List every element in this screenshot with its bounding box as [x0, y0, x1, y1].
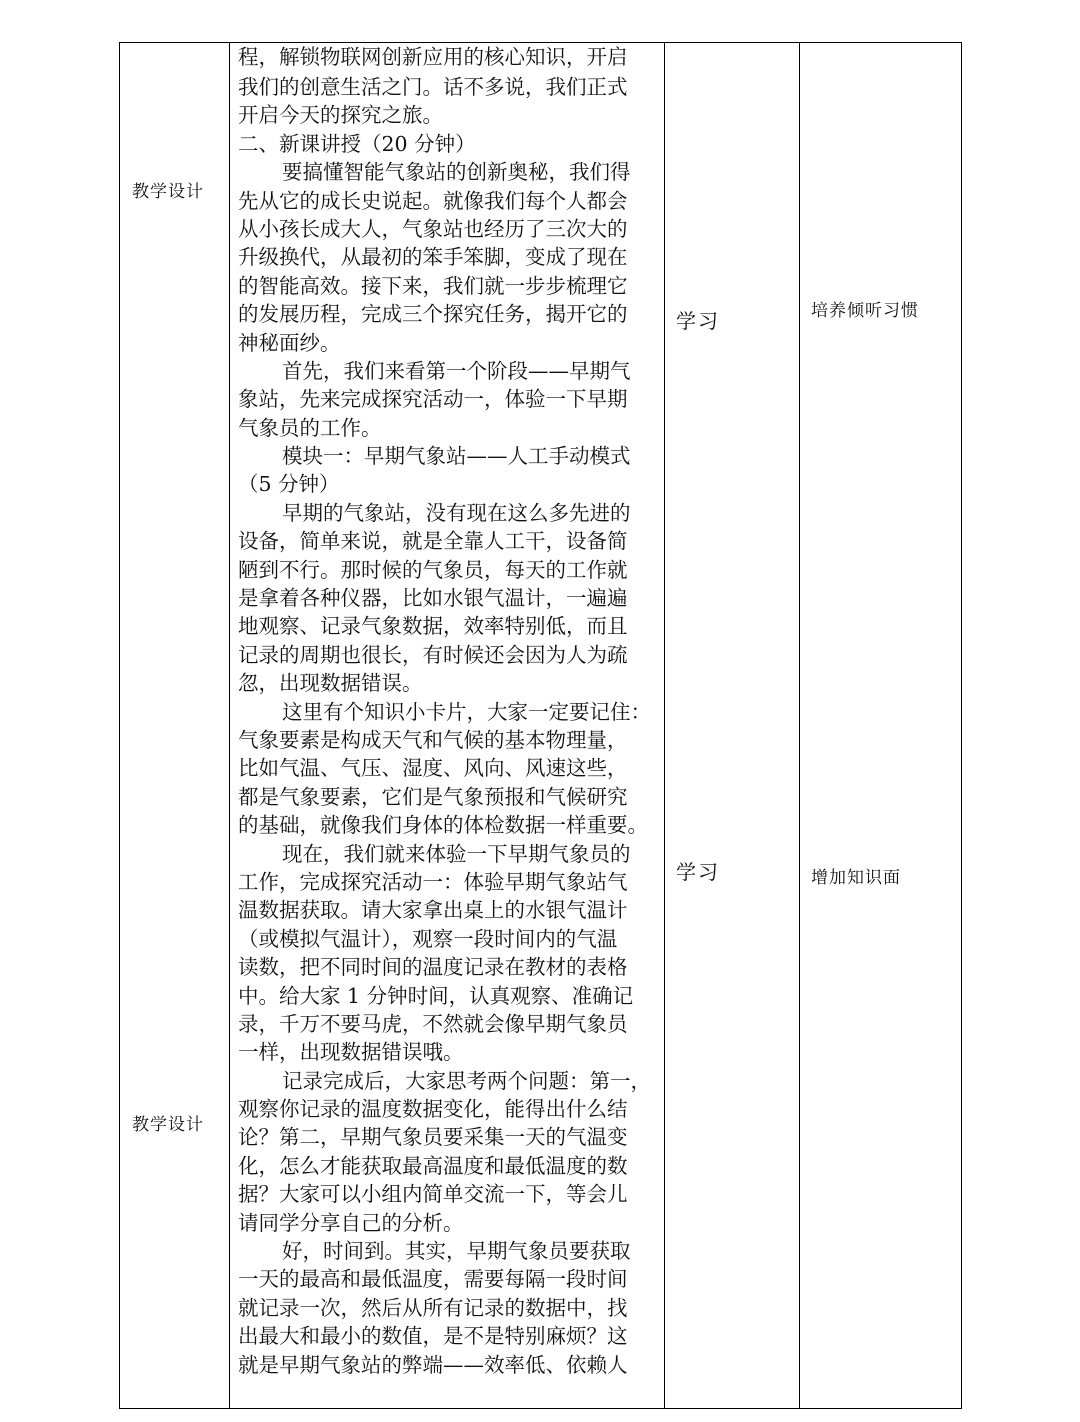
content-line: 据？大家可以小组内简单交流一下，等会儿 [238, 1182, 628, 1207]
module-duration: （5 分钟） [238, 472, 340, 497]
content-line: 一样，出现数据错误哦。 [238, 1040, 464, 1065]
content-line: 气象员的工作。 [238, 415, 382, 440]
content-line: 温数据获取。请大家拿出桌上的水银气温计 [238, 898, 628, 923]
content-line: 就记录一次，然后从所有记录的数据中，找 [238, 1295, 628, 1320]
content-line: 都是气象要素，它们是气象预报和气候研究 [238, 784, 628, 809]
content-line: 地观察、记录气象数据，效率特别低，而且 [238, 614, 628, 639]
content-line: 的发展历程，完成三个探究任务，揭开它的 [238, 302, 628, 327]
content-line: 的智能高效。接下来，我们就一步步梳理它 [238, 273, 628, 298]
content-line: 先从它的成长史说起。就像我们每个人都会 [238, 188, 628, 213]
content-line: 化，怎么才能获取最高温度和最低温度的数 [238, 1153, 628, 1178]
lesson-plan-table [119, 42, 962, 1409]
design-intent-note: 增加知识面 [811, 868, 901, 888]
content-line: （或模拟气温计），观察一段时间内的气温 [238, 926, 618, 951]
section-heading: 二、新课讲授（20 分钟） [238, 131, 476, 156]
content-line: 就是早期气象站的弊端——效率低、依赖人 [238, 1352, 628, 1377]
content-line: 象站，先来完成探究活动一，体验一下早期 [238, 387, 628, 412]
content-line: 首先，我们来看第一个阶段——早期气 [282, 358, 631, 383]
column-divider [229, 43, 230, 1408]
lesson-content [238, 43, 652, 1379]
content-line: 升级换代，从最初的笨手笨脚，变成了现在 [238, 245, 628, 270]
content-line: 读数，把不同时间的温度记录在教材的表格 [238, 955, 628, 980]
content-line: 是拿着各种仪器，比如水银气温计，一遍遍 [238, 586, 628, 611]
content-line: 的基础，就像我们身体的体检数据一样重要。 [238, 813, 648, 838]
student-activity-label: 学习 [676, 309, 720, 333]
content-line: 论？第二，早期气象员要采集一天的气温变 [238, 1125, 628, 1150]
design-intent-note: 培养倾听习惯 [811, 301, 919, 321]
content-line: 比如气温、气压、湿度、风向、风速这些， [238, 756, 628, 781]
content-line: 好，时间到。其实，早期气象员要获取 [282, 1239, 631, 1264]
content-line: 我们的创意生活之门。话不多说，我们正式 [238, 75, 628, 99]
content-line: 观察你记录的温度数据变化，能得出什么结 [238, 1097, 628, 1122]
content-line: 记录完成后，大家思考两个问题：第一， [282, 1068, 651, 1093]
column-divider [799, 43, 800, 1408]
content-line: 录，千万不要马虎，不然就会像早期气象员 [238, 1011, 628, 1036]
module-heading: 模块一：早期气象站——人工手动模式 [282, 444, 631, 469]
content-line: 忽，出现数据错误。 [238, 671, 423, 696]
content-line: 出最大和最小的数值，是不是特别麻烦？这 [238, 1324, 628, 1349]
student-activity-label: 学习 [676, 860, 720, 884]
content-line: 一天的最高和最低温度，需要每隔一段时间 [238, 1267, 628, 1292]
row-label-teaching-design: 教学设计 [132, 1115, 204, 1135]
content-line: 神秘面纱。 [238, 330, 341, 355]
content-line: 请同学分享自己的分析。 [238, 1210, 464, 1235]
content-line: 陋到不行。那时候的气象员，每天的工作就 [238, 557, 628, 582]
content-line: 要搞懂智能气象站的创新奥秘，我们得 [282, 160, 631, 185]
column-divider [664, 43, 665, 1408]
content-line: 程，解锁物联网创新应用的核心知识，开启 [238, 45, 628, 69]
content-line: 现在，我们就来体验一下早期气象员的 [282, 841, 631, 866]
content-line: 这里有个知识小卡片，大家一定要记住： [282, 699, 651, 724]
content-line: 从小孩长成大人，气象站也经历了三次大的 [238, 216, 628, 241]
row-label-teaching-design: 教学设计 [132, 182, 204, 202]
content-line: 工作，完成探究活动一：体验早期气象站气 [238, 869, 628, 894]
content-line: 设备，简单来说，就是全靠人工干，设备简 [238, 529, 628, 554]
content-line: 早期的气象站，没有现在这么多先进的 [282, 500, 631, 525]
content-line: 气象要素是构成天气和气候的基本物理量， [238, 727, 628, 752]
content-line: 记录的周期也很长，有时候还会因为人为疏 [238, 642, 628, 667]
content-line: 开启今天的探究之旅。 [238, 103, 443, 128]
content-line: 中。给大家 1 分钟时间，认真观察、准确记 [238, 983, 634, 1008]
